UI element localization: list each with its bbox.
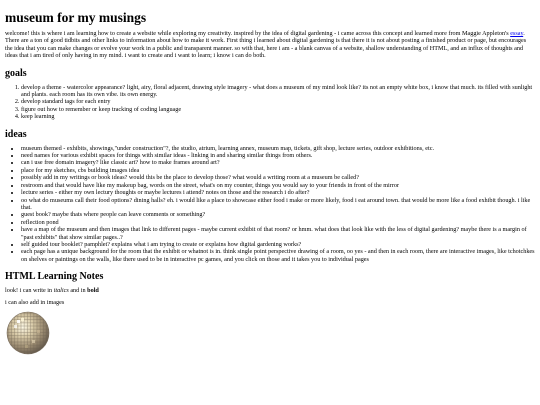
disco-ball-icon (5, 310, 51, 356)
ideas-heading: ideas (5, 128, 27, 140)
idea-item: • can i use free domain imagery? like classic art? how to make frames around art? (21, 159, 535, 166)
idea-item: • reflection pond (21, 219, 535, 226)
idea-item: • restroom and that would have like my makeup bag, words on the street, what's on my counter, things you would say to your friends in front of the mirror (21, 182, 535, 189)
idea-item: • self guided tour booklet? pamphlet? explains what i am trying to create or explains how digital gardening works? (21, 241, 535, 248)
idea-item: • museum themed - exhibits, showings,"under construction"?, the studio, atrium, learning annex, museum map, tickets, gift shop, lecture series, outdoor exhibitions, etc. (21, 145, 535, 152)
disco-ball-image (5, 310, 51, 356)
images-note: i can also add in images (5, 298, 65, 306)
idea-item: • each page has a unique background for the room that the exhibit or whatnot is in. think single point perspective drawing of a room, oo yes - and then in each room, there are interactive images, like tchotchkes on shelves or paintings on the walls, like there used to be in interactive pc games, and you click on those and it takes you to individual pages (21, 248, 535, 263)
idea-item: • guest book? maybe thats where people can leave comments or something? (21, 211, 535, 218)
italics-example: italics (53, 287, 69, 295)
intro-paragraph (5, 30, 535, 60)
formatting-example (5, 287, 535, 294)
idea-item: • place for my sketches, cbs building images idea (21, 167, 535, 174)
notes-heading: HTML Learning Notes (5, 271, 104, 283)
goal-item: 3. figure out how to remember or keep tracking of coding language (21, 106, 535, 113)
goals-list (5, 84, 535, 121)
page-title: museum for my musings (5, 10, 147, 25)
goal-item: 2. develop standard tags for each entry (21, 98, 535, 105)
idea-item: • need names for various exhibit spaces for things with similar ideas - linking in and sharing similar things from others. (21, 152, 535, 159)
goals-heading: goals (5, 67, 27, 79)
ideas-list (5, 145, 535, 264)
bold-example: bold (87, 287, 99, 295)
goal-item: 1. develop a theme - watercolor appearance? light, airy, floral adjacent, drawing style imagery - what does a museum of my mind look like? its not an empty white box, i know that much. its filled with sunlight and plants. each room has its own vibe. its own energy. (21, 84, 535, 99)
formatting-text-start: look! i can write in (5, 287, 54, 295)
goal-item: 4. keep learning (21, 113, 535, 120)
idea-item: • oo what do museums call their food options? dining halls? eh. i would like a place to showcase either food i make or more likely, food i eat around town. that would be more like a food exhibit though. i like that. (21, 197, 535, 212)
idea-item: • possibly add in my writings or book ideas? would this be the place to develop those? what would a writing room at a museum be called? (21, 174, 535, 181)
intro-text-start: welcome! this is where i am learning how to create a website while exploring my creativity. inspired by the idea of digital gardening - i came across this concept and learned more from Maggie Appleton's (5, 30, 511, 37)
formatting-text-mid: and in (68, 287, 88, 295)
idea-item: • lecture series - either my own lectury thoughts or maybe lectures i attend? notes on those and the research i do after? (21, 189, 535, 196)
idea-item: • have a map of the museum and then images that link to different pages - maybe current exhibit of that room? or hmm. what does that look like with the less of digital gardening? maybe there is a margin of "past exhibits" that show similar pages..? (21, 226, 535, 241)
essay-link[interactable]: essay (510, 30, 524, 37)
intro-text-end: . There are a ton of good tidbits and other links to information about how to make it work. First thing i learned about digital gardening is that there it is not about posting a finished product or page, but encourages the idea that you can make changes or evolve your work in a public and transparent manner. so with that, here i am - a blank canvas of a website, shallow understanding of HTML, and an influx of thoughts and ideas that i am tired of only having in my mind. i want to create and i want to learn; i know i can do both. (5, 30, 527, 60)
